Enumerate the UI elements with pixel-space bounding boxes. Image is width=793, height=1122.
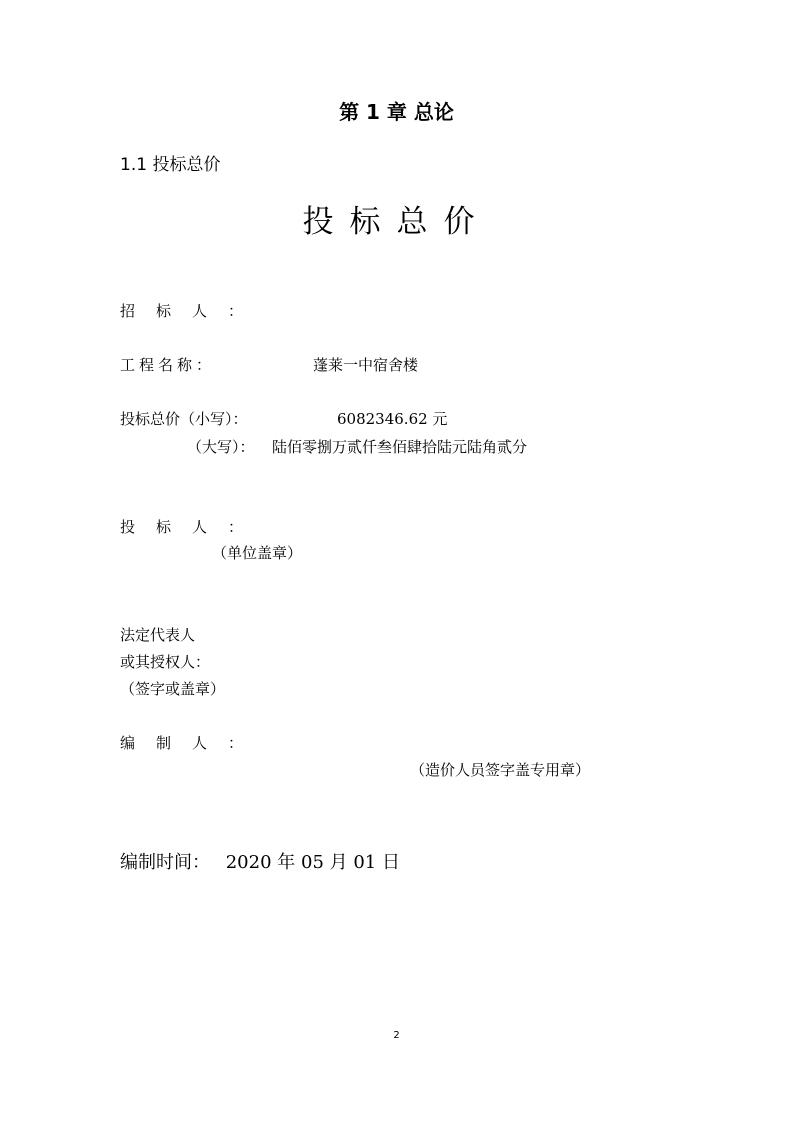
legal-rep-note: （签字或盖章） [120,680,226,698]
legal-rep-label: 法定代表人 [120,626,196,644]
compile-date-label: 编制时间： [120,852,210,873]
total-price-words: 陆佰零捌万贰仟叁佰肆拾陆元陆角贰分 [272,438,528,456]
bidder-label: 投标人： [120,518,265,536]
authorized-person-label: 或其授权人： [120,653,211,671]
project-name-value: 蓬莱一中宿舍楼 [313,356,419,374]
project-name-label: 工程名称： [120,356,216,374]
page-number: 2 [393,1030,400,1041]
compiler-label: 编制人： [120,734,265,752]
compiler-note: （造价人员签字盖专用章） [410,761,591,779]
chapter-title: 第 1 章 总论 [339,100,454,124]
document-title: 投标总价 [302,204,491,240]
total-price-figures: 6082346.62 元 [337,410,448,428]
compile-date-row [120,848,400,874]
section-heading: 1.1 投标总价 [120,155,221,175]
bidder-seal-note: （单位盖章） [212,544,303,562]
total-price-label: 投标总价（小写）： [120,410,248,428]
compile-date-value: 2020 年 05 月 01 日 [225,852,400,873]
total-price-words-label: （大写）： [187,438,255,456]
tenderer-label: 招标人： [120,302,265,320]
